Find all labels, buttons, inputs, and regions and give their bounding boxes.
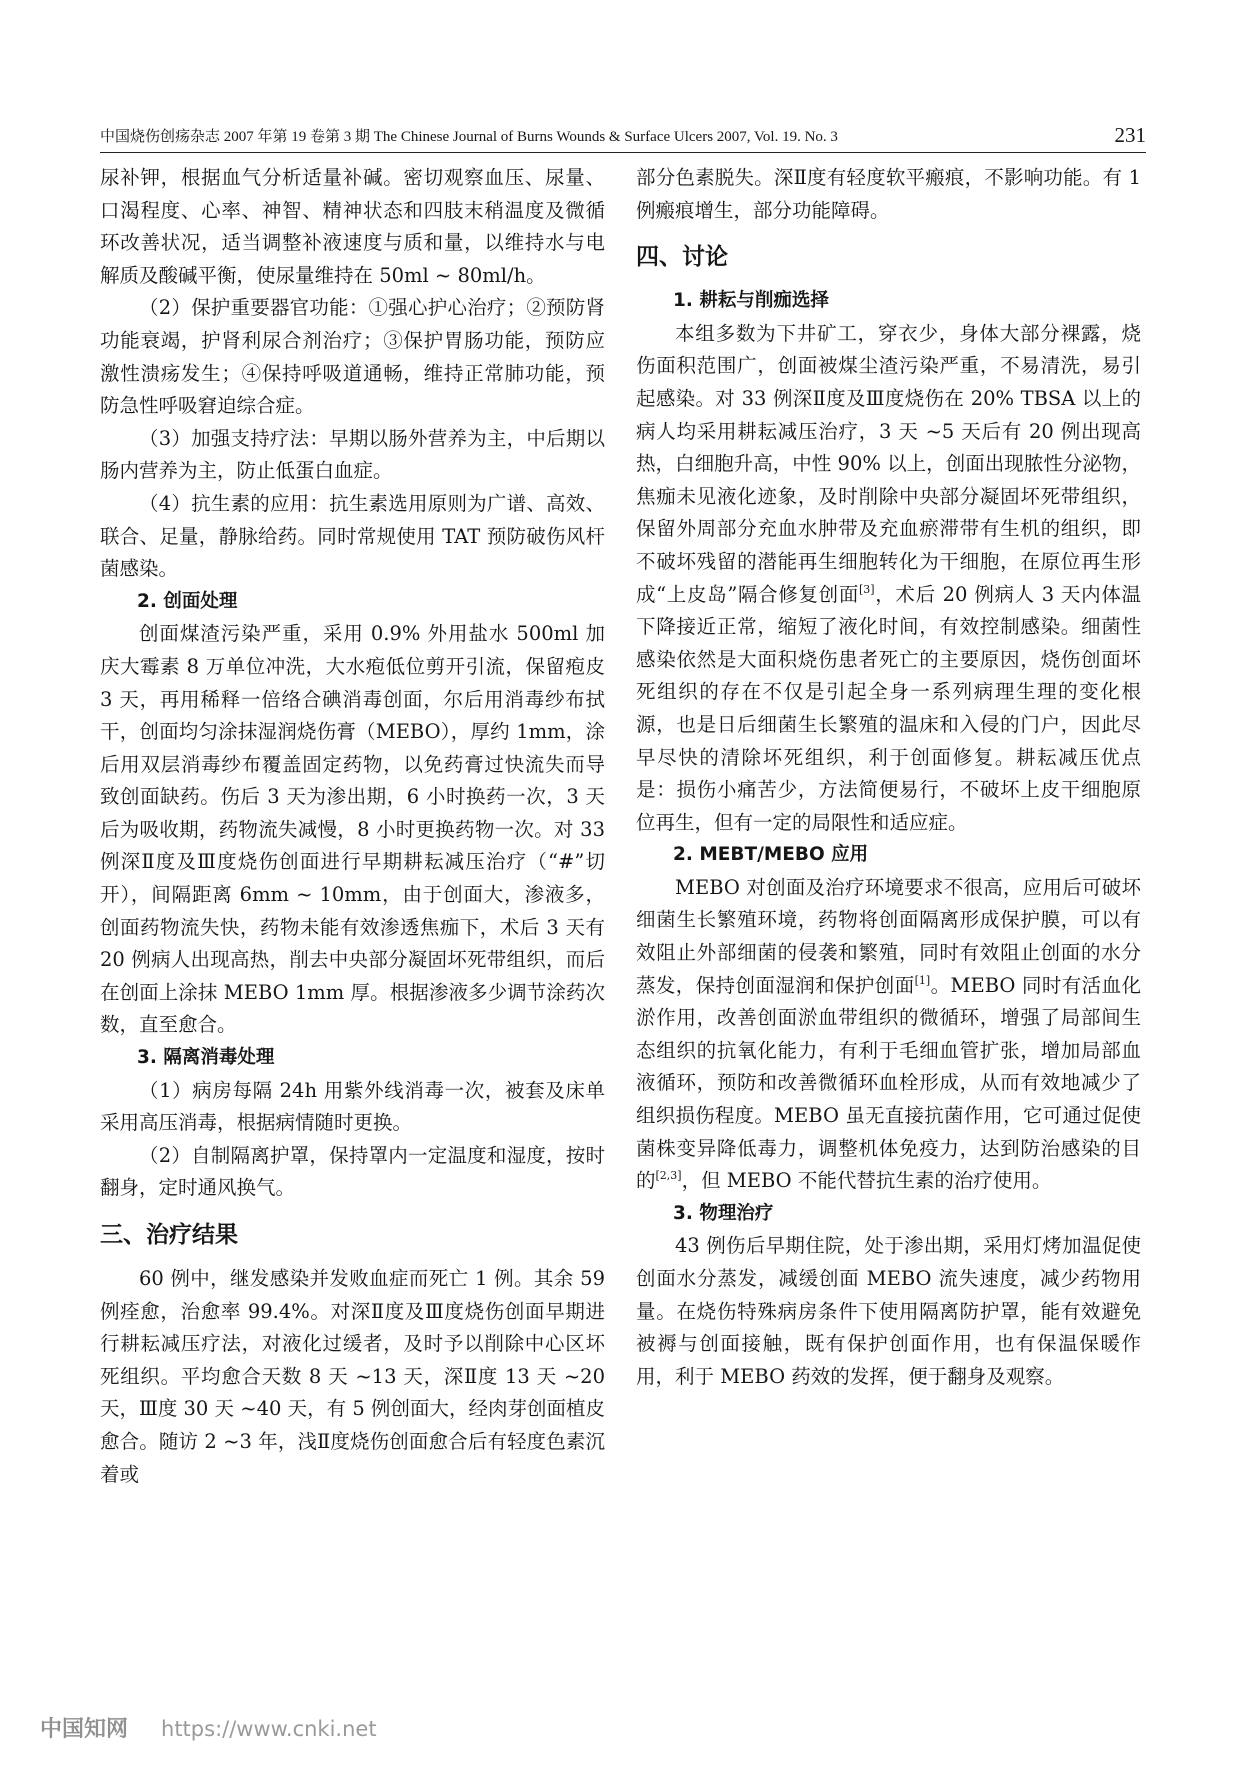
- cnki-logo: 中国知网: [40, 1717, 129, 1742]
- paragraph-results: 60 例中，继发感染并发败血症而死亡 1 例。其余 59 例痊愈，治愈率 99.4%。对深Ⅱ度及Ⅲ度烧伤创面早期进行耕耘减压疗法，对液化过缓者，及时予以削除中心区坏死组织。平均愈合天数 8 天 ~13 天，深Ⅱ度 13 天 ~20 天，Ⅲ度 30 天 ~40 天，有 5 例创面大，经肉芽创面植皮愈合。随访 2 ~3 年，浅Ⅱ度烧伤创面愈合后有轻度色素沉着或: [100, 1267, 605, 1486]
- paragraph-tilling: [636, 318, 1141, 840]
- paragraph-mebt-mebo: [636, 872, 1141, 1198]
- citation-ref-3: [3]: [859, 582, 875, 596]
- citation-ref-1: [1]: [914, 973, 931, 987]
- running-header: [100, 118, 1146, 153]
- paragraph-wound-treatment: 创面煤渣污染严重，采用 0.9% 外用盐水 500ml 加庆大霉素 8 万单位冲洗，大水疱低位剪开引流，保留疱皮 3 天，再用稀释一倍络合碘消毒创面，尔后用消毒纱布拭干，创面均匀涂抹湿润烧伤膏（MEBO），厚约 1mm，涂后用双层消毒纱布覆盖固定药物，以免药膏过快流失而导致创面缺药。伤后 3 天为渗出期，6 小时换药一次，3 天后为吸收期，药物流失减慢，8 小时更换药物一次。对 33 例深Ⅱ度及Ⅲ度烧伤创面进行早期耕耘减压治疗（“#”切开），间隔距离 6mm ~ 10mm，由于创面大，渗液多，创面药物流失快，药物未能有效渗透焦痂下，术后 3 天有 20 例病人出现高热，削去中央部分凝固坏死带组织，而后在创面上涂抹 MEBO 1mm 厚。根据渗液多少调节涂药次数，直至愈合。: [100, 622, 605, 1037]
- paragraph-organ-protection: （2）保护重要器官功能：①强心护心治疗；②预防肾功能衰竭，护肾利尿合剂治疗；③保护胃肠功能，预防应激性溃疡发生；④保持呼吸道通畅，维持正常肺功能，预防急性呼吸窘迫综合症。: [100, 296, 605, 418]
- section-heading-results: 三、治疗结果: [100, 1222, 238, 1248]
- cnki-url[interactable]: https://www.cnki.net: [161, 1717, 377, 1741]
- subheading-mebt-mebo: 2. MEBT/MEBO 应用: [673, 844, 869, 866]
- paragraph-mebt-part-a: MEBO 对创面及治疗环境要求不很高，应用后可破坏细菌生长繁殖环境，药物将创面隔离形成保护膜，可以有效阻止外部细菌的侵袭和繁殖，同时有效阻止创面的水分蒸发，保持创面湿润和保护创面: [636, 875, 1141, 997]
- paragraph-isolation-1: （1）病房每隔 24h 用紫外线消毒一次，被套及床单采用高压消毒，根据病情随时更换。: [100, 1078, 605, 1135]
- paragraph-tilling-part-b: ，术后 20 例病人 3 天内体温下降接近正常，缩短了液化时间，有效控制感染。细菌性感染依然是大面积烧伤患者死亡的主要原因，烧伤创面坏死组织的存在不仅是引起全身一系列病理生理的变化根源，也是日后细菌生长繁殖的温床和入侵的门户，因此尽早尽快的清除坏死组织，利于创面修复。耕耘减压优点是：损伤小痛苦少，方法简便易行，不破坏上皮干细胞原位再生，但有一定的局限性和适应症。: [636, 582, 1141, 834]
- cnki-watermark: [40, 1712, 377, 1743]
- section-heading-discussion: 四、讨论: [636, 244, 728, 271]
- paragraph-results-continued: 部分色素脱失。深Ⅱ度有轻度软平瘢痕，不影响功能。有 1 例瘢痕增生，部分功能障碍。: [636, 166, 1141, 222]
- subheading-physical-therapy: 3. 物理治疗: [673, 1202, 774, 1224]
- paragraph-isolation-2: （2）自制隔离护罩，保持罩内一定温度和湿度，按时翻身，定时通风换气。: [100, 1143, 605, 1200]
- left-column: [100, 162, 605, 1491]
- paragraph-tilling-part-a: 本组多数为下井矿工，穿衣少，身体大部分裸露，烧伤面积范围广，创面被煤尘渣污染严重，不易清洗，易引起感染。对 33 例深Ⅱ度及Ⅲ度烧伤在 20% TBSA 以上的病人均采用耕耘减压治疗，3 天 ~5 天后有 20 例出现高热，白细胞升高，中性 90% 以上，创面出现脓性分泌物，焦痂未见液化迹象，及时削除中央部分凝固坏死带组织，保留外周部分充血水肿带及充血瘀滞带有生机的组织，即不破坏残留的潜能再生细胞转化为干细胞，在原位再生形成“上皮岛”隔合修复创面: [636, 321, 1141, 606]
- paragraph-antibiotics: （4）抗生素的应用：抗生素选用原则为广谱、高效、联合、足量，静脉给药。同时常规使用 TAT 预防破伤风杆菌感染。: [100, 491, 605, 581]
- paragraph-support-therapy: （3）加强支持疗法：早期以肠外营养为主，中后期以肠内营养为主，防止低蛋白血症。: [100, 426, 605, 483]
- paragraph-mebt-part-c: ，但 MEBO 不能代替抗生素的治疗使用。: [681, 1169, 1052, 1193]
- subheading-isolation: 3. 隔离消毒处理: [137, 1047, 275, 1069]
- subheading-wound-treatment: 2. 创面处理: [137, 590, 238, 612]
- journal-citation: 中国烧伤创疡杂志 2007 年第 19 卷第 3 期 The Chinese Journal of Burns Wounds & Surface Ulcers 2007, Vol. 19. No. 3: [100, 129, 838, 145]
- right-column: [636, 162, 1141, 1393]
- paragraph-fluid-continued: 尿补钾，根据血气分析适量补碱。密切观察血压、尿量、口渴程度、心率、神智、精神状态和四肢末稍温度及微循环改善状况，适当调整补液速度与质和量，以维持水与电解质及酸碱平衡，使尿量维持在 50ml ~ 80ml/h。: [100, 166, 605, 287]
- subheading-tilling: 1. 耕耘与削痂选择: [673, 290, 829, 312]
- page-number: 231: [1114, 123, 1146, 147]
- paragraph-mebt-part-b: 。MEBO 同时有活血化淤作用，改善创面淤血带组织的微循环，增强了局部间生态组织的抗氧化能力，有利于毛细血管扩张，增加局部血液循环，预防和改善微循环血栓形成，从而有效地减少了组织损伤程度。MEBO 虽无直接抗菌作用，它可通过促使菌株变异降低毒力，调整机体免疫力，达到防治感染的目的: [636, 973, 1141, 1193]
- citation-ref-2-3: [2,3]: [655, 1169, 682, 1183]
- paragraph-physical-therapy: 43 例伤后早期住院，处于渗出期，采用灯烤加温促使创面水分蒸发，减缓创面 MEBO 流失速度，减少药物用量。在烧伤特殊病房条件下使用隔离防护罩，能有效避免被褥与创面接触，既有保护创面作用，也有保温保暖作用，利于 MEBO 药效的发挥，便于翻身及观察。: [636, 1234, 1141, 1388]
